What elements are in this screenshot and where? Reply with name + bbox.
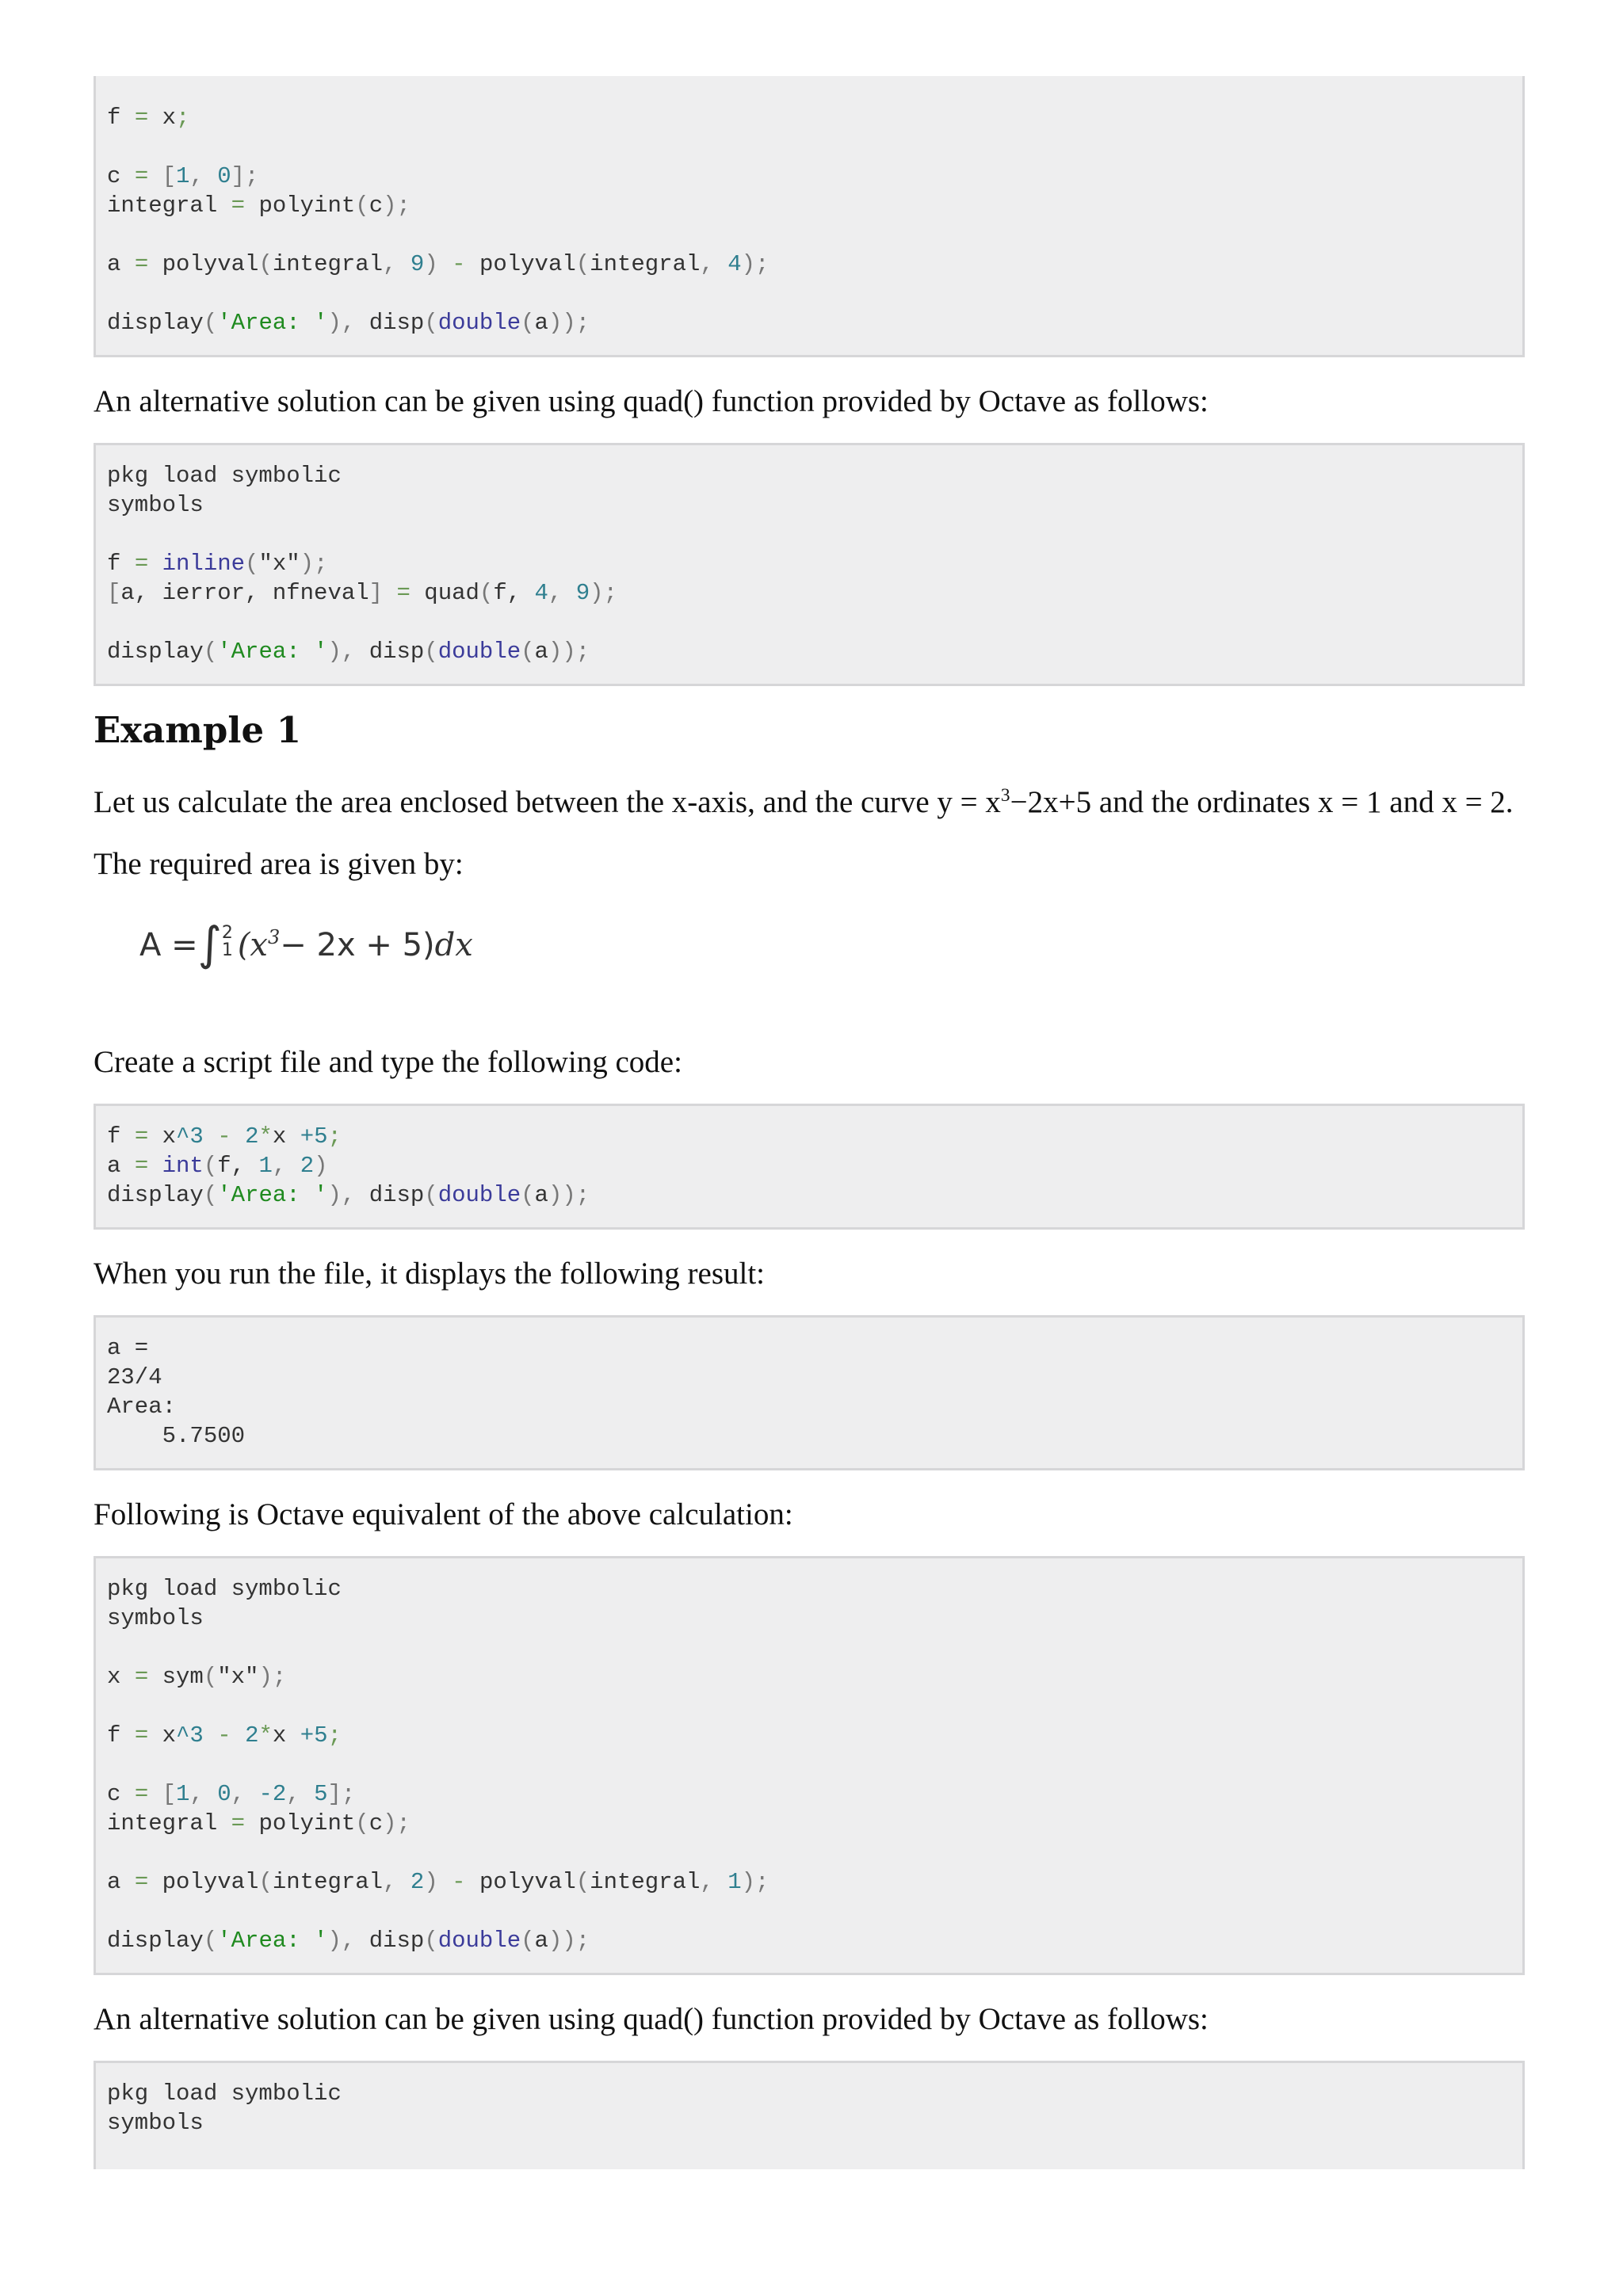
code-token: 23/4	[107, 1364, 162, 1390]
code-token: (	[521, 1928, 535, 1954]
code-token: a	[107, 251, 135, 277]
code-token: ,	[383, 1869, 411, 1895]
code-token: 'Area: '	[217, 1928, 328, 1954]
code-token: );	[258, 1664, 287, 1690]
document-page	[94, 76, 1525, 2169]
code-token: integral	[107, 193, 231, 219]
code-token: );	[741, 251, 769, 277]
code-token: 1	[176, 1781, 190, 1807]
integral-formula	[94, 913, 1525, 977]
code-token: 9	[410, 251, 425, 277]
code-line	[107, 490, 1511, 520]
code-line	[107, 1122, 1511, 1151]
paragraph: When you run the file, it displays the following result:	[94, 1257, 766, 1291]
code-token: +5	[300, 1722, 328, 1749]
code-token: a	[107, 1153, 135, 1179]
code-token: c	[369, 193, 384, 219]
code-token: +5	[300, 1123, 328, 1150]
code-token: 2	[245, 1123, 259, 1150]
code-token: (	[203, 310, 218, 336]
code-token: );	[741, 1869, 769, 1895]
code-line	[107, 1392, 1511, 1421]
code-token: (	[575, 1869, 590, 1895]
code-token: integral	[272, 1869, 384, 1895]
code-line	[107, 1809, 1511, 1838]
code-token: ));	[548, 1182, 590, 1208]
code-token: 5.7500	[107, 1423, 246, 1449]
code-token: 0	[217, 1781, 231, 1807]
code-token: (	[203, 1928, 218, 1954]
code-token: ,	[189, 163, 218, 189]
code-token: ]	[369, 580, 384, 606]
code-token: f	[107, 1722, 135, 1749]
code-token: =	[134, 1664, 149, 1690]
code-token: 2	[245, 1722, 259, 1749]
code-token: pkg load symbolic	[107, 463, 342, 489]
code-token: x	[148, 105, 177, 131]
code-token: );	[300, 551, 328, 577]
code-token: (	[424, 310, 438, 336]
code-token: -	[437, 251, 479, 277]
paragraph: Create a script file and type the following code:	[94, 1045, 682, 1079]
code-line	[107, 1662, 1511, 1691]
code-token: =	[383, 580, 425, 606]
code-token: ;	[176, 105, 190, 131]
code-token	[148, 1153, 162, 1179]
code-line	[107, 1926, 1511, 1955]
code-token: );	[383, 193, 411, 219]
code-token: ,	[189, 1781, 218, 1807]
code-token: (	[575, 251, 590, 277]
code-token: polyval	[479, 251, 576, 277]
code-token: symbols	[107, 492, 204, 518]
code-token: (	[355, 193, 369, 219]
code-token: c	[107, 163, 135, 189]
code-token: =	[231, 193, 246, 219]
code-token: 'Area: '	[217, 639, 328, 665]
example-heading: Example 1	[94, 709, 302, 751]
code-line	[107, 461, 1511, 490]
code-token: disp	[369, 310, 425, 336]
code-token: sym	[148, 1664, 204, 1690]
code-token: f	[107, 551, 135, 577]
integral-limits	[222, 925, 233, 959]
code-token: 1	[258, 1153, 273, 1179]
code-token: 9	[575, 580, 590, 606]
code-line	[107, 1421, 1511, 1451]
blank-line	[107, 1838, 1511, 1867]
code-token: disp	[369, 1182, 425, 1208]
code-token: ),	[327, 310, 369, 336]
code-block	[94, 76, 1525, 357]
code-line	[107, 1604, 1511, 1633]
code-token: double	[437, 1928, 521, 1954]
integral-sign: ∫	[197, 917, 222, 971]
code-token: double	[437, 1182, 521, 1208]
code-block	[94, 443, 1525, 686]
code-token: (	[424, 1928, 438, 1954]
code-token: ];	[231, 163, 259, 189]
code-token: polyval	[148, 1869, 259, 1895]
code-token: 1	[727, 1869, 742, 1895]
code-token: double	[437, 310, 521, 336]
code-line	[107, 103, 1511, 132]
code-token: 0	[217, 163, 231, 189]
code-token: -	[203, 1123, 246, 1150]
code-token: =	[134, 1781, 149, 1807]
code-line	[107, 1779, 1511, 1809]
code-block	[94, 2061, 1525, 2169]
code-token: ));	[548, 639, 590, 665]
code-token: inline	[162, 551, 246, 577]
code-token: =	[231, 1810, 246, 1836]
code-line	[107, 1574, 1511, 1604]
blank-line	[107, 1633, 1511, 1662]
code-line	[107, 1180, 1511, 1210]
code-token: symbols	[107, 1605, 204, 1631]
upper-limit: 2	[221, 923, 233, 943]
intro-text-a: Let us calculate the area enclosed between the x-axis, and the curve y = x	[94, 785, 1001, 819]
code-token: *	[258, 1722, 273, 1749]
code-token: [	[148, 163, 177, 189]
code-token: display	[107, 310, 204, 336]
code-token: (	[203, 1182, 218, 1208]
code-token: symbols	[107, 2110, 204, 2136]
code-token: display	[107, 1928, 204, 1954]
code-token: a, ierror, nfneval	[120, 580, 369, 606]
code-token: );	[590, 580, 617, 606]
formula-power: 3	[267, 926, 281, 948]
formula-lhs: A =	[139, 927, 198, 963]
code-token: 4	[727, 251, 742, 277]
code-token: 1	[176, 163, 190, 189]
code-token: polyint	[245, 193, 356, 219]
code-token: polyval	[148, 251, 259, 277]
code-token: -	[437, 1869, 479, 1895]
code-token: integral	[107, 1810, 231, 1836]
code-line	[107, 250, 1511, 279]
code-token: disp	[369, 1928, 425, 1954]
blank-line	[107, 279, 1511, 308]
code-token: integral	[590, 251, 701, 277]
blank-line	[107, 1897, 1511, 1926]
code-line	[107, 1151, 1511, 1180]
code-token: ,	[548, 580, 576, 606]
code-token	[148, 551, 162, 577]
code-token: ;	[327, 1123, 342, 1150]
code-token: ));	[548, 310, 590, 336]
formula-body: (x	[237, 927, 268, 963]
code-token: x	[272, 1722, 300, 1749]
code-token: disp	[369, 639, 425, 665]
exponent: 3	[1000, 785, 1010, 806]
code-token: pkg load symbolic	[107, 1576, 342, 1602]
code-token: ,	[231, 1781, 259, 1807]
blank-line	[107, 1750, 1511, 1779]
code-token: (	[521, 310, 535, 336]
code-token: 2	[300, 1153, 315, 1179]
code-token: );	[383, 1810, 411, 1836]
code-token: *	[258, 1123, 273, 1150]
paragraph: An alternative solution can be given using quad() function provided by Octave as follows:	[94, 2002, 1209, 2036]
blank-line	[107, 132, 1511, 162]
code-token: =	[134, 251, 149, 277]
code-line	[107, 1721, 1511, 1750]
code-token: (	[258, 1869, 273, 1895]
code-token: (	[355, 1810, 369, 1836]
code-token: polyval	[479, 1869, 576, 1895]
code-token: Area:	[107, 1394, 177, 1420]
code-token: [	[148, 1781, 177, 1807]
paragraph	[94, 778, 1525, 820]
code-token: a =	[107, 1335, 149, 1361]
code-line	[107, 162, 1511, 191]
formula-dx: dx	[434, 927, 473, 963]
code-token: ,	[700, 1869, 728, 1895]
code-token: (	[245, 551, 259, 577]
output-block	[94, 1315, 1525, 1470]
code-line	[107, 1867, 1511, 1897]
code-token: ,	[272, 1153, 300, 1179]
code-token: =	[134, 1722, 149, 1749]
code-token: "x"	[217, 1664, 259, 1690]
code-token: a	[107, 1869, 135, 1895]
code-token: polyint	[245, 1810, 356, 1836]
code-token: f,	[217, 1153, 259, 1179]
code-token: =	[134, 1869, 149, 1895]
code-token: ),	[327, 1182, 369, 1208]
code-token: ),	[327, 639, 369, 665]
code-token: a	[534, 1928, 548, 1954]
code-token: 'Area: '	[217, 310, 328, 336]
code-token: =	[134, 105, 149, 131]
code-token: (	[258, 251, 273, 277]
code-token: ;	[327, 1722, 342, 1749]
code-token: x	[107, 1664, 135, 1690]
code-token: =	[134, 1123, 149, 1150]
code-token: )	[314, 1153, 328, 1179]
code-token: ,	[383, 251, 411, 277]
code-block	[94, 1104, 1525, 1230]
code-token: double	[437, 639, 521, 665]
formula-rest: − 2x + 5)	[280, 927, 435, 963]
code-line	[107, 578, 1511, 608]
intro-text-b: −2x+5 and the ordinates x = 1 and x = 2.	[1010, 785, 1514, 819]
code-token: (	[521, 639, 535, 665]
code-token: ^3	[176, 1722, 204, 1749]
code-token: (	[203, 639, 218, 665]
code-token: a	[534, 639, 548, 665]
code-line	[107, 2108, 1511, 2138]
code-token: -	[203, 1722, 246, 1749]
code-token: 'Area: '	[217, 1182, 328, 1208]
code-token: (	[424, 1182, 438, 1208]
code-token: ,	[700, 251, 728, 277]
code-token: =	[134, 1153, 149, 1179]
code-token: )	[424, 251, 438, 277]
code-token: integral	[590, 1869, 701, 1895]
code-token: x	[148, 1123, 177, 1150]
paragraph: Following is Octave equivalent of the above calculation:	[94, 1497, 793, 1531]
code-line	[107, 1333, 1511, 1363]
code-token: ));	[548, 1928, 590, 1954]
code-token: 4	[534, 580, 548, 606]
code-token: f,	[493, 580, 535, 606]
code-line	[107, 2079, 1511, 2108]
code-token: x	[272, 1123, 300, 1150]
code-token: ^3	[176, 1123, 204, 1150]
code-token: c	[369, 1810, 384, 1836]
code-token: (	[424, 639, 438, 665]
code-token: c	[107, 1781, 135, 1807]
code-token: ),	[327, 1928, 369, 1954]
code-token: [	[107, 580, 121, 606]
paragraph: An alternative solution can be given using quad() function provided by Octave as follows:	[94, 384, 1209, 418]
code-token: (	[203, 1153, 218, 1179]
lower-limit: 1	[221, 940, 233, 960]
blank-line	[107, 520, 1511, 549]
code-token: quad	[424, 580, 479, 606]
code-token: (	[203, 1664, 218, 1690]
code-token: pkg load symbolic	[107, 2081, 342, 2107]
code-token: -2	[258, 1781, 287, 1807]
code-block	[94, 1556, 1525, 1975]
code-token: a	[534, 310, 548, 336]
code-line	[107, 308, 1511, 338]
code-token: (	[521, 1182, 535, 1208]
code-token: display	[107, 1182, 204, 1208]
code-line	[107, 549, 1511, 578]
blank-line	[107, 608, 1511, 637]
code-token: ];	[327, 1781, 356, 1807]
blank-line	[107, 1691, 1511, 1721]
code-token: (	[479, 580, 494, 606]
code-token: =	[134, 551, 149, 577]
code-token: f	[107, 1123, 135, 1150]
code-line	[107, 1363, 1511, 1392]
code-token: int	[162, 1153, 204, 1179]
code-token: 5	[314, 1781, 328, 1807]
code-token: a	[534, 1182, 548, 1208]
code-token: x	[148, 1722, 177, 1749]
paragraph: The required area is given by:	[94, 847, 464, 881]
code-token: "x"	[258, 551, 300, 577]
blank-line	[107, 220, 1511, 250]
code-token: )	[424, 1869, 438, 1895]
code-token: ,	[286, 1781, 315, 1807]
code-token: integral	[272, 251, 384, 277]
code-token: display	[107, 639, 204, 665]
code-token: =	[134, 163, 149, 189]
code-token: 2	[410, 1869, 425, 1895]
code-line	[107, 191, 1511, 220]
code-token: f	[107, 105, 135, 131]
code-line	[107, 637, 1511, 666]
